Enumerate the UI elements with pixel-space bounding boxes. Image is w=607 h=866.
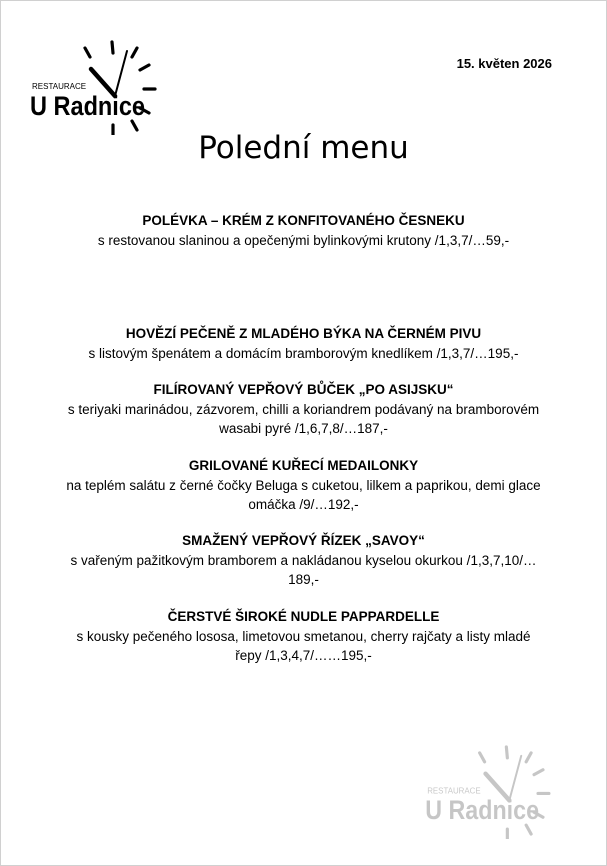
restaurant-logo [29,39,169,135]
menu-item [51,211,556,250]
menu-item [51,380,556,438]
menu-item [51,324,556,363]
menu-item-desc: s teriyaki marinádou, zázvorem, chilli a koriandrem podávaný na bramborovém wasabi pyré /1,6,7,8/…187,- [67,402,540,436]
menu-item-desc: s listovým špenátem a domácím bramborovým knedlíkem /1,3,7/…195,- [88,346,519,361]
watermark-small-text: RESTAURACE [427,786,481,796]
menu-item-desc: s kousky pečeného lososa, limetovou smetanou, cherry rajčaty a listy mladé řepy /1,3,4,7/……195,- [76,629,531,663]
watermark-name-text: U Radnice [425,795,540,826]
menu-item-desc: na teplém salátu z černé čočky Beluga s cuketou, lilkem a paprikou, demi glace omáčka /9/…192,- [66,478,541,512]
menu-item-name: HOVĚZÍ PEČENĚ Z MLADÉHO BÝKA NA ČERNÉM PIVU [125,326,482,341]
menu-item-name: SMAŽENÝ VEPŘOVÝ ŘÍZEK „SAVOY“ [182,533,425,548]
menu-item [51,607,556,665]
menu-item-desc: s vařeným pažitkovým bramborem a nakládanou kyselou okurkou /1,3,7,10/…189,- [70,553,537,587]
menu-item-name: FILÍROVANÝ VEPŘOVÝ BŮČEK „PO ASIJSKU“ [153,382,454,397]
page-title: Polední menu [198,130,409,166]
menu-item-name: GRILOVANÉ KUŘECÍ MEDAILONKY [188,458,419,473]
menu-item-desc: s restovanou slaninou a opečenými bylinkovými krutony /1,3,7/…59,- [97,233,510,248]
menu-item-name: POLÉVKA – KRÉM Z KONFITOVANÉHO ČESNEKU [142,213,465,228]
menu-date: 15. květen 2026 [456,56,552,71]
logo-name-text: U Radnice [30,91,145,121]
restaurant-logo-watermark [421,744,566,839]
menu-item-name: ČERSTVÉ ŠIROKÉ NUDLE PAPPARDELLE [167,609,440,624]
menu-item [51,531,556,589]
logo-small-text: RESTAURACE [32,82,87,91]
menu-item [51,456,556,514]
